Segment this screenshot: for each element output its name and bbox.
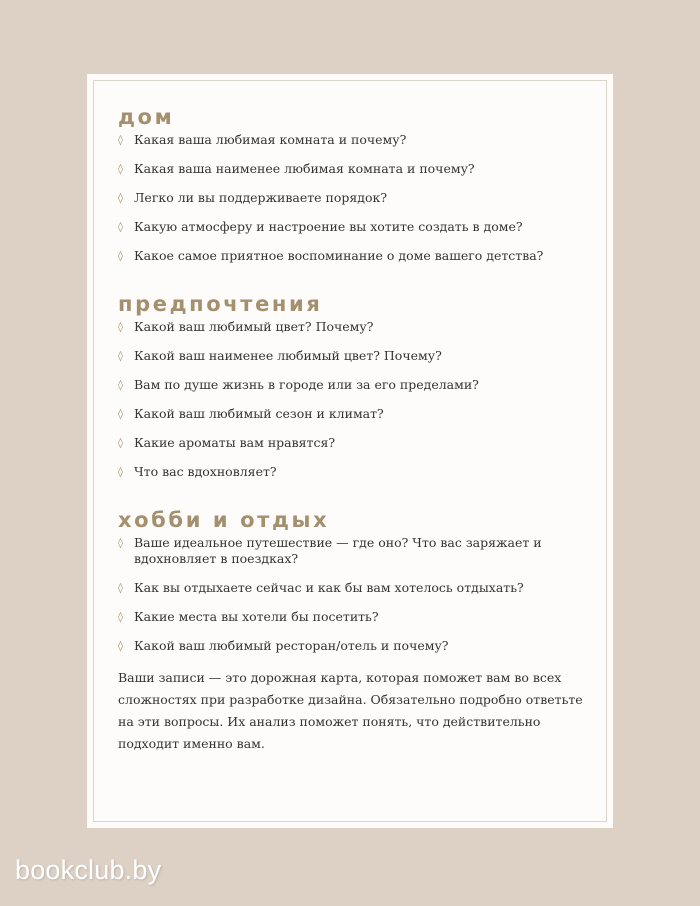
diamond-bullet-icon: ◊ [118,164,123,175]
question-text: Какой ваш наименее любимый цвет? Почему? [134,348,442,363]
diamond-bullet-icon: ◊ [118,222,123,233]
question-item [118,190,588,206]
section-preferences [118,289,588,480]
question-item [118,377,588,393]
question-item [118,406,588,422]
question-text: Какой ваш любимый цвет? Почему? [134,319,374,334]
question-text: Какой ваш любимый ресторан/отель и почему? [134,638,449,653]
question-item [118,132,588,148]
question-list [118,319,588,480]
diamond-bullet-icon: ◊ [118,438,123,449]
page [87,74,613,828]
diamond-bullet-icon: ◊ [118,380,123,391]
question-text: Какой ваш любимый сезон и климат? [134,406,384,421]
diamond-bullet-icon: ◊ [118,135,123,146]
question-item [118,580,588,596]
question-item [118,535,588,567]
question-text: Какие ароматы вам нравятся? [134,435,336,450]
question-item [118,435,588,451]
question-text: Какое самое приятное воспоминание о доме вашего детства? [134,248,544,263]
diamond-bullet-icon: ◊ [118,193,123,204]
question-text: Какая ваша любимая комната и почему? [134,132,407,147]
question-text: Как вы отдыхаете сейчас и как бы вам хотелось отдыхать? [134,580,524,595]
diamond-bullet-icon: ◊ [118,351,123,362]
question-text: Какая ваша наименее любимая комната и почему? [134,161,475,176]
question-text: Ваше идеальное путешествие — где оно? Что вас заряжает и вдохновляет в поездках? [134,535,542,566]
question-list [118,132,588,264]
question-item [118,319,588,335]
question-item [118,464,588,480]
question-item [118,219,588,235]
diamond-bullet-icon: ◊ [118,322,123,333]
diamond-bullet-icon: ◊ [118,583,123,594]
section-title: предпочтения [118,292,323,316]
diamond-bullet-icon: ◊ [118,409,123,420]
watermark-text: bookclub.by [15,855,162,885]
section-title: хобби и отдых [118,508,330,532]
diamond-bullet-icon: ◊ [118,251,123,262]
question-text: Какие места вы хотели бы посетить? [134,609,379,624]
diamond-bullet-icon: ◊ [118,641,123,652]
question-list [118,535,588,654]
section-title: дом [118,105,175,129]
question-item [118,638,588,654]
question-item [118,348,588,364]
diamond-bullet-icon: ◊ [118,538,123,549]
section-home [118,102,588,264]
question-text: Что вас вдохновляет? [134,464,277,479]
question-text: Легко ли вы поддерживаете порядок? [134,190,388,205]
question-text: Вам по душе жизнь в городе или за его пределами? [134,377,479,392]
section-hobbies [118,505,588,654]
closing-note: Ваши записи — это дорожная карта, которая поможет вам во всех сложностях при разработке дизайна. Обязательно подробно ответьте на эти вопросы. Их анализ поможет понять, что действительно подходит именно вам. [118,670,583,751]
question-item [118,161,588,177]
question-item [118,609,588,625]
diamond-bullet-icon: ◊ [118,467,123,478]
question-item [118,248,588,264]
page-content [118,102,588,768]
diamond-bullet-icon: ◊ [118,612,123,623]
question-text: Какую атмосферу и настроение вы хотите создать в доме? [134,219,523,234]
